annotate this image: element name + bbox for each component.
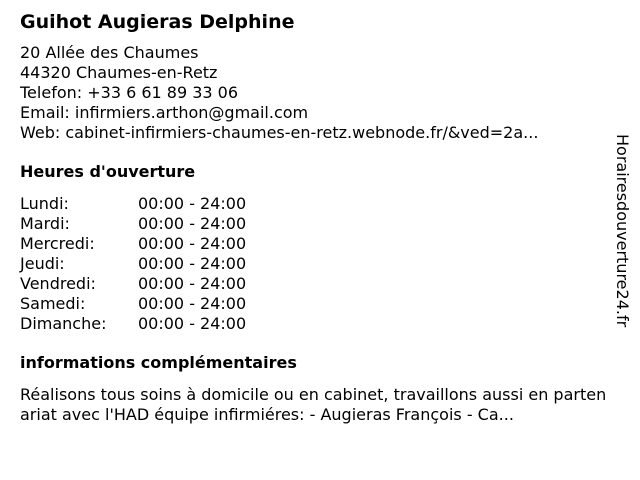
time-range: 00:00 - 24:00 <box>138 194 247 213</box>
day-label: Vendredi: <box>20 274 96 293</box>
opening-hours-heading: Heures d'ouverture <box>20 162 196 181</box>
address-line-2: 44320 Chaumes-en-Retz <box>20 63 218 82</box>
hours-row-saturday <box>20 294 610 314</box>
additional-info-heading: informations complémentaires <box>20 353 297 372</box>
time-range: 00:00 - 24:00 <box>138 294 247 313</box>
hours-row-wednesday <box>20 234 610 254</box>
day-label: Jeudi: <box>20 254 65 273</box>
opening-hours-table <box>20 194 610 334</box>
email-address[interactable]: Email: infirmiers.arthon@gmail.com <box>20 103 309 122</box>
time-range: 00:00 - 24:00 <box>138 254 247 273</box>
website-link[interactable]: Web: cabinet-infirmiers-chaumes-en-retz.webnode.fr/&ved=2a... <box>20 123 539 142</box>
day-label: Mercredi: <box>20 234 95 253</box>
hours-row-thursday <box>20 254 610 274</box>
hours-row-tuesday <box>20 214 610 234</box>
hours-row-sunday <box>20 314 610 334</box>
additional-info-text: Réalisons tous soins à domicile ou en cabinet, travaillons aussi en partenariat avec l'HAD équipe infirmiéres: - Augieras François - Ca... <box>20 385 607 424</box>
day-label: Samedi: <box>20 294 86 313</box>
business-name: Guihot Augieras Delphine <box>20 11 295 33</box>
day-label: Lundi: <box>20 194 69 213</box>
address-line-1: 20 Allée des Chaumes <box>20 43 199 62</box>
time-range: 00:00 - 24:00 <box>138 314 247 333</box>
business-card <box>20 10 610 425</box>
brand-watermark: Horairesdouverture24.fr <box>613 134 632 328</box>
phone-number[interactable]: Telefon: +33 6 61 89 33 06 <box>20 83 239 102</box>
hours-row-friday <box>20 274 610 294</box>
day-label: Mardi: <box>20 214 70 233</box>
time-range: 00:00 - 24:00 <box>138 214 247 233</box>
hours-row-monday <box>20 194 610 214</box>
day-label: Dimanche: <box>20 314 107 333</box>
time-range: 00:00 - 24:00 <box>138 234 247 253</box>
time-range: 00:00 - 24:00 <box>138 274 247 293</box>
